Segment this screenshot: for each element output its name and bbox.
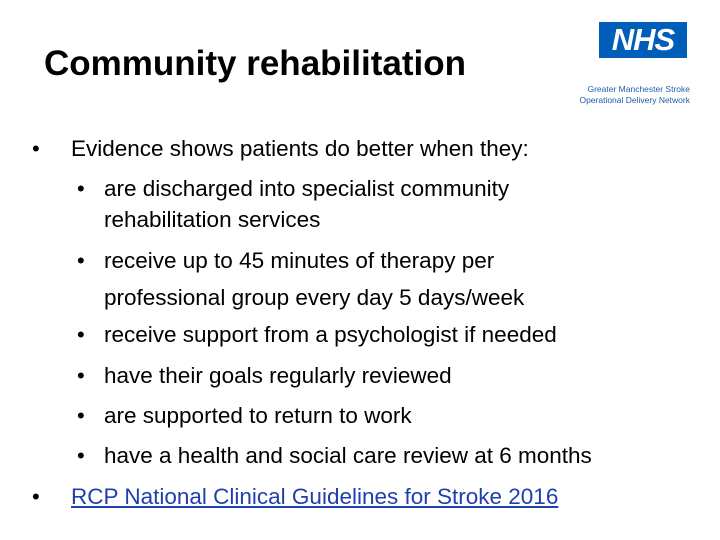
list-item-continuation: rehabilitation services [104,207,321,232]
organization-name [548,84,690,106]
bullet-marker: • [77,176,85,201]
list-item: have their goals regularly reviewed [104,363,452,388]
list-item: have a health and social care review at 6 months [104,443,592,468]
list-item: receive support from a psychologist if needed [104,322,557,347]
list-item: are supported to return to work [104,403,412,428]
organization-name-line2: Operational Delivery Network [579,95,690,105]
bullet-marker: • [77,443,85,468]
nhs-logo: NHS [599,22,687,58]
list-item: are discharged into specialist community [104,176,510,201]
bullet-marker: • [77,322,85,347]
list-item-continuation: professional group every day 5 days/week [104,285,525,310]
bullet-marker: • [77,363,85,388]
bullet-marker: • [32,136,40,161]
guidelines-link[interactable]: RCP National Clinical Guidelines for Stroke 2016 [71,484,559,509]
bullet-marker: • [32,484,40,509]
slide-title: Community rehabilitation [44,44,466,83]
list-item: receive up to 45 minutes of therapy per [104,248,495,273]
organization-name-line1: Greater Manchester Stroke [587,84,690,94]
intro-text: Evidence shows patients do better when they: [71,136,529,161]
bullet-marker: • [77,248,85,273]
bullet-marker: • [77,403,85,428]
